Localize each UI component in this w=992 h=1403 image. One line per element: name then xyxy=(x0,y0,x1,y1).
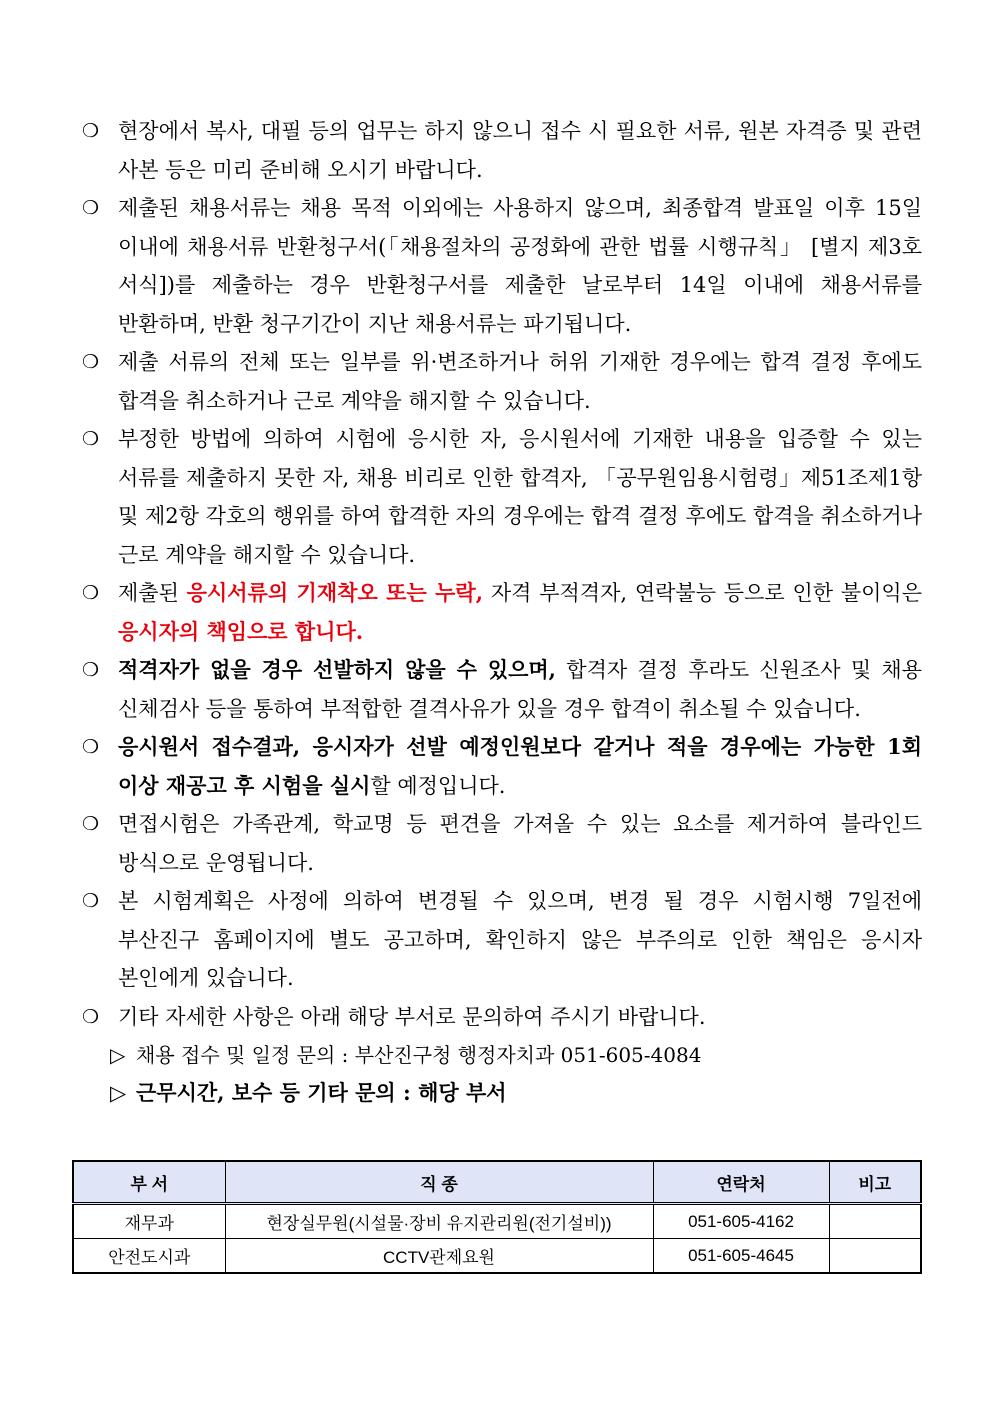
department-table xyxy=(72,1160,922,1274)
bullet-icon: ❍ xyxy=(82,890,100,912)
table-cell: 안전도시과 xyxy=(73,1239,225,1274)
bullet-icon: ❍ xyxy=(82,197,100,219)
notice-text: 면접시험은 가족관계, 학교명 등 편견을 가져올 수 있는 요소를 제거하여 블라인드 방식으로 운영됩니다. xyxy=(118,812,922,875)
notice-highlight: 응시서류의 기재착오 또는 누락, xyxy=(186,580,484,605)
notice-list xyxy=(82,112,922,1112)
notice-highlight: 응시자의 책임으로 합니다. xyxy=(118,618,364,644)
contact-info xyxy=(110,1036,922,1074)
notice-item xyxy=(82,728,922,805)
table-cell: 현장실무원(시설물·장비 유지관리원(전기설비)) xyxy=(225,1204,653,1239)
bullet-icon: ❍ xyxy=(82,120,100,142)
notice-item xyxy=(82,651,922,728)
notice-item xyxy=(82,574,922,651)
notice-text: 제출 서류의 전체 또는 일부를 위·변조하거나 허위 기재한 경우에는 합격 결정 후에도 합격을 취소하거나 근로 계약을 해지할 수 있습니다. xyxy=(118,350,922,413)
column-header: 부 서 xyxy=(73,1161,225,1204)
table-cell: 재무과 xyxy=(73,1204,225,1239)
table-cell: 051-605-4645 xyxy=(653,1239,829,1274)
table-header-row xyxy=(73,1161,921,1204)
column-header: 비고 xyxy=(829,1161,921,1204)
column-header: 직 종 xyxy=(225,1161,653,1204)
contact-info xyxy=(110,1074,922,1112)
bullet-icon: ❍ xyxy=(82,428,100,450)
notice-text: 자격 부적격자, 연락불능 등으로 인한 불이익은 xyxy=(483,581,922,605)
bullet-icon: ❍ xyxy=(82,659,100,681)
contact-text: 채용 접수 및 일정 문의 : 부산진구청 행정자치과 051-605-4084 xyxy=(136,1043,702,1067)
bullet-icon: ❍ xyxy=(82,582,100,604)
triangle-icon: ▷ xyxy=(110,1080,127,1105)
table-row xyxy=(73,1204,921,1239)
table-cell: 051-605-4162 xyxy=(653,1204,829,1239)
notice-item xyxy=(82,189,922,343)
table-cell xyxy=(829,1204,921,1239)
notice-item xyxy=(82,343,922,420)
notice-item xyxy=(82,420,922,574)
table-cell xyxy=(829,1239,921,1274)
bullet-icon: ❍ xyxy=(82,736,100,758)
notice-text: 제출된 xyxy=(118,581,187,605)
contact-text: 근무시간, 보수 등 기타 문의 : 해당 부서 xyxy=(136,1080,507,1105)
notice-item xyxy=(82,805,922,882)
notice-item xyxy=(82,882,922,998)
notice-text: 합격자 결정 후라도 신원조사 및 채용 신체검사 등을 통하여 부적합한 결격사유가 있을 경우 합격이 취소될 수 있습니다. xyxy=(118,658,923,721)
notice-text: 제출된 채용서류는 채용 목적 이외에는 사용하지 않으며, 최종합격 발표일 이후 15일 이내에 채용서류 반환청구서(「채용절차의 공정화에 관한 법률 시행규칙」 [별지 제3호 서식])를 제출하는 경우 반환청구서를 제출한 날로부터 14일 이내에 채용서류를 반환하며, 반환 청구기간이 지난 채용서류는 파기됩니다. xyxy=(118,196,922,336)
notice-text: 부정한 방법에 의하여 시험에 응시한 자, 응시원서에 기재한 내용을 입증할 수 있는 서류를 제출하지 못한 자, 채용 비리로 인한 합격자, 「공무원임용시험령」제51조제1항 및 제2항 각호의 행위를 하여 합격한 자의 경우에는 합격 결정 후에도 합격을 취소하거나 근로 계약을 해지할 수 있습니다. xyxy=(118,427,922,567)
notice-item xyxy=(82,112,922,189)
notice-text: 할 예정입니다. xyxy=(370,773,506,798)
table-cell: CCTV관제요원 xyxy=(225,1239,653,1274)
notice-text: 본 시험계획은 사정에 의하여 변경될 수 있으며, 변경 될 경우 시험시행 7일전에 부산진구 홈페이지에 별도 공고하며, 확인하지 않은 부주의로 인한 책임은 응시자 본인에게 있습니다. xyxy=(118,889,922,990)
table-row xyxy=(73,1239,921,1274)
column-header: 연락처 xyxy=(653,1161,829,1204)
notice-emphasis: 적격자가 없을 경우 선발하지 않을 수 있으며, xyxy=(118,657,556,682)
bullet-icon: ❍ xyxy=(82,1005,100,1028)
notice-text: 기타 자세한 사항은 아래 해당 부서로 문의하여 주시기 바랍니다. xyxy=(118,1004,706,1029)
notice-emphasis: 응시원서 접수결과, 응시자가 선발 예정인원보다 같거나 적을 경우에는 가능한 1회 이상 재공고 후 시험을 실시 xyxy=(118,734,922,798)
notice-item xyxy=(82,998,922,1037)
bullet-icon: ❍ xyxy=(82,351,100,373)
bullet-icon: ❍ xyxy=(82,813,100,835)
triangle-icon: ▷ xyxy=(110,1043,126,1067)
notice-text: 현장에서 복사, 대필 등의 업무는 하지 않으니 접수 시 필요한 서류, 원본 자격증 및 관련 사본 등은 미리 준비해 오시기 바랍니다. xyxy=(118,119,922,182)
